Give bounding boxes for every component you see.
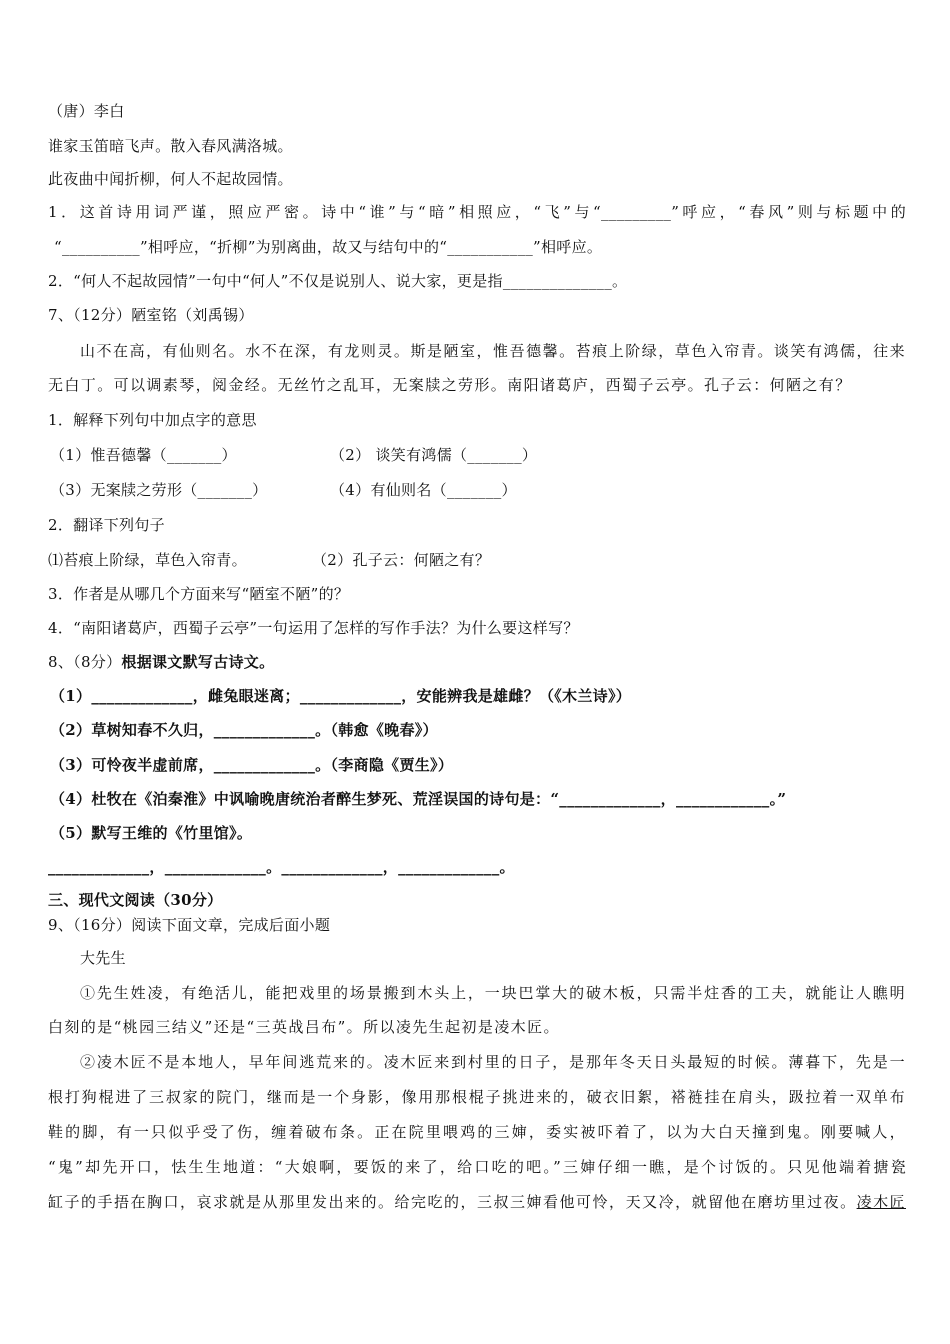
q7-item-4: （4）有仙则名（_______） xyxy=(330,481,517,499)
article-p1-line-1: ①先生姓凌，有绝活儿，能把戏里的场景搬到木头上，一块巴掌大的破木板，只需半炷香的工夫，就能让人瞧明 xyxy=(80,984,906,1002)
q8-item-4: （4）杜牧在《泊秦淮》中讽喻晚唐统治者醉生梦死、荒淫误国的诗句是：“_____________，____________。” xyxy=(50,790,787,808)
poem-author: （唐）李白 xyxy=(48,102,125,120)
poem-question-1-line-1: 1．这首诗用词严谨，照应严密。诗中“谁”与“暗”相照应，“飞”与“_________”呼应，“春风”则与标题中的 xyxy=(48,203,906,221)
question-8-heading xyxy=(48,652,274,672)
q7-sub-question-2: 2．翻译下列句子 xyxy=(48,516,165,534)
article-p2-line-4: “鬼”却先开口，怯生生地道：“大娘啊，要饭的来了，给口吃的吧。”三婶仔细一瞧，是个讨饭的。只见他端着搪瓷 xyxy=(48,1158,906,1176)
q8-item-5: （5）默写王维的《竹里馆》。 xyxy=(50,824,253,842)
article-title: 大先生 xyxy=(80,949,126,967)
article-p2-underlined-phrase: 凌木匠 xyxy=(856,1193,906,1211)
q7-translate-2: （2）孔子云：何陋之有？ xyxy=(312,551,491,569)
poem-line-2: 此夜曲中闻折柳，何人不起故园情。 xyxy=(48,170,293,188)
article-p2-line-3: 鞋的脚，有一只似乎受了伤，缠着破布条。正在院里喂鸡的三婶，委实被吓着了，以为大白天撞到鬼。刚要喊人， xyxy=(48,1123,906,1141)
q8-item-2: （2）草树知春不久归，_____________。（韩愈《晚春》） xyxy=(50,721,438,739)
q8-item-3: （3）可怜夜半虚前席，_____________。（李商隐《贾生》） xyxy=(50,756,454,774)
article-p1-line-2: 白刻的是“桃园三结义”还是“三英战吕布”。所以凌先生起初是凌木匠。 xyxy=(48,1018,560,1036)
poem-line-1: 谁家玉笛暗飞声。散入春风满洛城。 xyxy=(48,137,293,155)
article-p2-line-1: ②凌木匠不是本地人，早年间逃荒来的。凌木匠来到村里的日子，是那年冬天日头最短的时候。薄暮下，先是一 xyxy=(80,1053,906,1071)
q7-item-2: （2） 谈笑有鸿儒（_______） xyxy=(330,446,538,464)
q7-item-3: （3）无案牍之劳形（_______） xyxy=(50,481,268,499)
q7-sub-question-3: 3．作者是从哪几个方面来写“陋室不陋”的？ xyxy=(48,585,350,603)
q8-heading-instruction: 根据课文默写古诗文。 xyxy=(121,653,275,671)
section-3-heading: 三、现代文阅读（30分） xyxy=(48,891,223,909)
question-9-heading: 9、（16分）阅读下面文章，完成后面小题 xyxy=(48,916,331,934)
poem-question-2: 2．“何人不起故园情”一句中“何人”不仅是说别人、说大家，更是指______________。 xyxy=(48,272,628,290)
q7-sub-question-4: 4．“南阳诸葛庐，西蜀子云亭”一句运用了怎样的写作手法？为什么要这样写？ xyxy=(48,619,579,637)
q7-translate-1: ⑴苔痕上阶绿，草色入帘青。 xyxy=(48,551,247,569)
poem-question-1-line-2: “__________”相呼应，“折柳”为别离曲，故又与结句中的“___________”相呼应。 xyxy=(54,238,603,256)
question-7-heading: 7、（12分）陋室铭（刘禹锡） xyxy=(48,306,254,324)
q8-item-1: （1）_____________，雌兔眼迷离；_____________，安能辨我是雄雌？（《木兰诗》） xyxy=(50,687,632,705)
q7-sub-question-1: 1．解释下列句中加点字的意思 xyxy=(48,411,257,429)
article-p2-line-5-main: 缸子的手捂在胸口，哀求就是从那里发出来的。给完吃的，三叔三婶看他可怜，天又冷，就留他在磨坊里过夜。 xyxy=(48,1193,857,1211)
q7-item-1: （1）惟吾德馨（_______） xyxy=(50,446,237,464)
q8-heading-prefix: 8、（8分） xyxy=(48,653,122,671)
q8-item-5-blanks: _____________，_____________。_____________，_____________。 xyxy=(48,858,515,876)
q7-text-line-1: 山不在高，有仙则名。水不在深，有龙则灵。斯是陋室，惟吾德馨。苔痕上阶绿，草色入帘青。谈笑有鸿儒，往来 xyxy=(80,342,906,360)
article-p2-line-2: 根打狗棍进了三叔家的院门，继而是一个身影，像用那根棍子挑进来的，破衣旧絮，褡裢挂在肩头，趿拉着一双单布 xyxy=(48,1088,906,1106)
q7-text-line-2: 无白丁。可以调素琴，阅金经。无丝竹之乱耳，无案牍之劳形。南阳诸葛庐，西蜀子云亭。孔子云：何陋之有？ xyxy=(48,376,852,394)
article-p2-line-5 xyxy=(48,1192,906,1212)
